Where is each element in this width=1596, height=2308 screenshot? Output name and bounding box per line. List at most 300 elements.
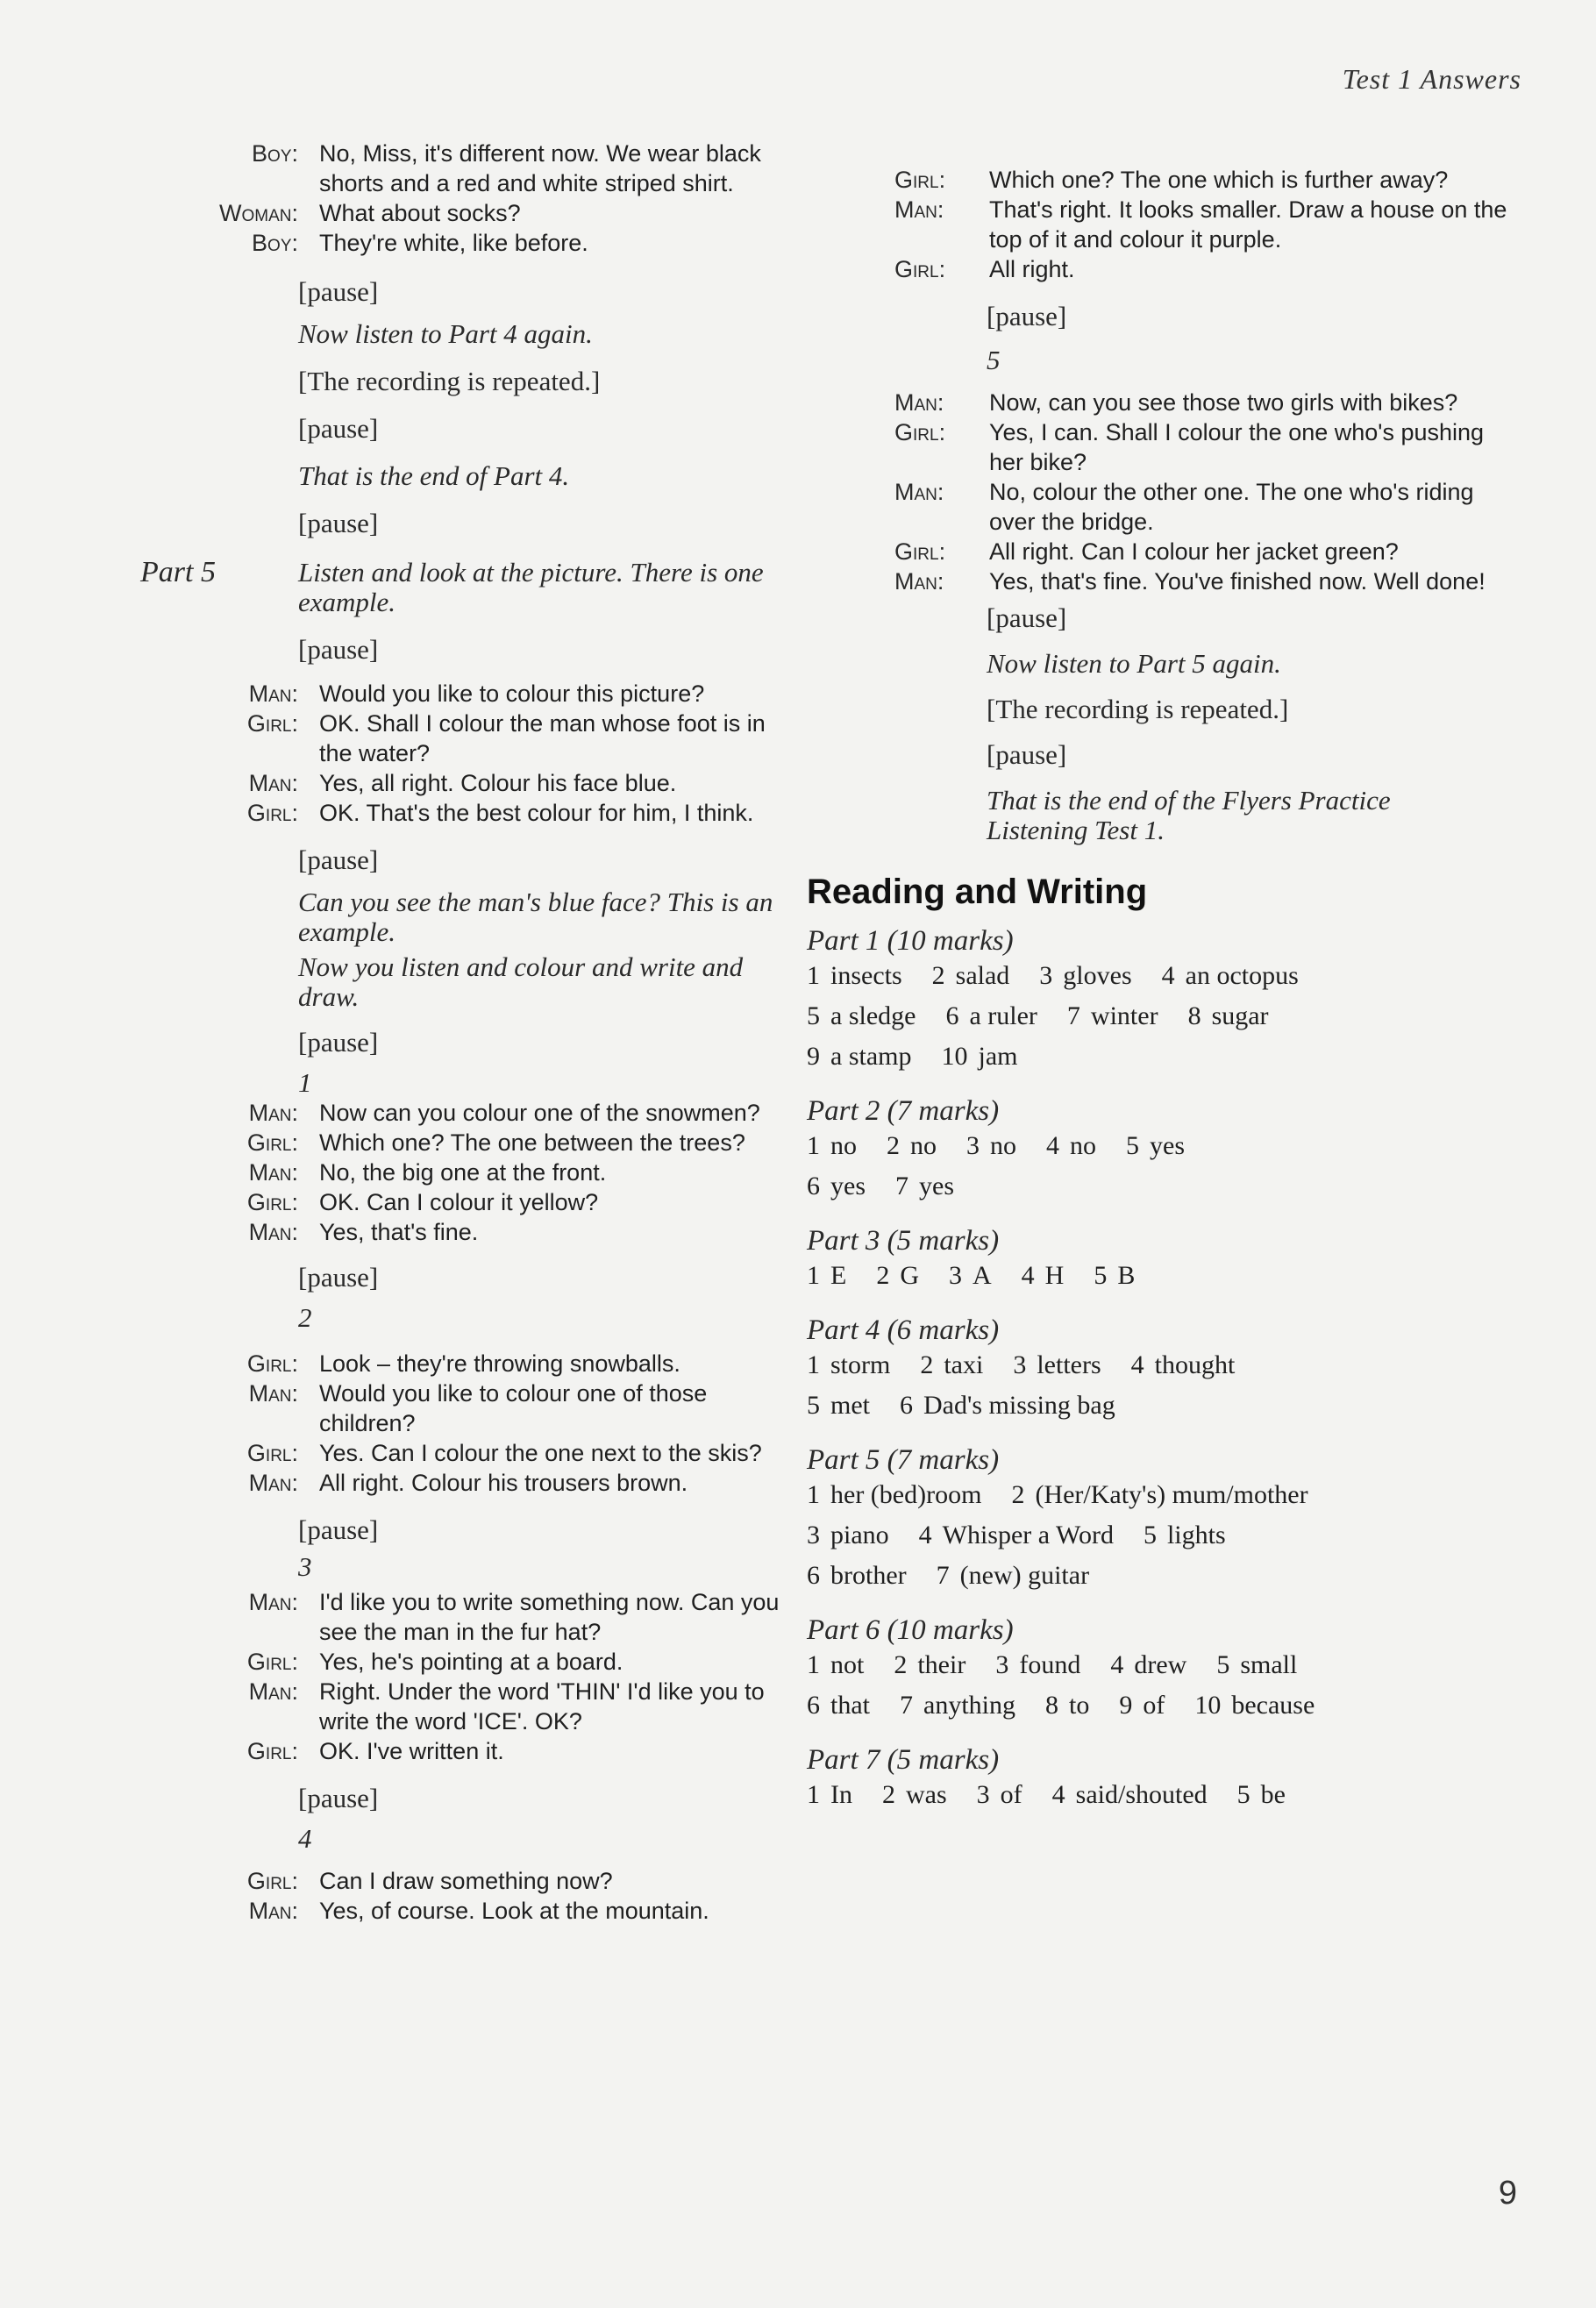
answer-item	[949, 1256, 992, 1296]
answer-number: 1	[807, 1261, 820, 1290]
answer-number: 2	[887, 1131, 900, 1160]
pause-cue: [pause]	[298, 276, 379, 307]
instruction-listen-again: Now listen to Part 4 again.	[298, 318, 593, 349]
speaker-label: Girl:	[246, 1129, 298, 1156]
spoken-text: That's right. It looks smaller. Draw a house on the top of it and colour it purple.	[989, 196, 1507, 253]
spoken-text: OK. Can I colour it yellow?	[319, 1189, 599, 1215]
answer-line	[807, 996, 1438, 1036]
answer-text: said/shouted	[1075, 1780, 1208, 1809]
answer-text: no	[990, 1131, 1016, 1160]
answer-text: piano	[830, 1521, 889, 1549]
answer-number: 7	[936, 1561, 950, 1590]
speaker-label: Man:	[894, 568, 944, 595]
answer-item	[1126, 1126, 1185, 1166]
answer-text: be	[1260, 1780, 1286, 1809]
spoken-text: Right. Under the word 'THIN' I'd like you to write the word 'ICE'. OK?	[319, 1678, 765, 1735]
dialog-line	[894, 388, 1508, 417]
dialog-line	[894, 566, 1508, 596]
speaker-label: Boy:	[252, 140, 298, 167]
answer-item	[807, 1166, 866, 1207]
dialog-line	[175, 709, 789, 768]
answer-number: 6	[807, 1561, 820, 1590]
spoken-text: Look – they're throwing snowballs.	[319, 1350, 680, 1377]
speaker-label: Man:	[248, 1219, 298, 1245]
answer-text: not	[830, 1650, 865, 1679]
answer-item	[807, 1775, 852, 1815]
dialog-line	[175, 1158, 789, 1187]
speaker-label: Girl:	[246, 800, 298, 826]
answer-line	[807, 956, 1438, 996]
answer-line	[807, 1345, 1438, 1386]
dialog-block	[894, 388, 1508, 596]
answer-text: In	[830, 1780, 852, 1809]
spoken-text: What about socks?	[319, 200, 521, 226]
answer-text: winter	[1090, 1001, 1158, 1030]
dialog-line	[175, 1378, 789, 1438]
answer-item	[807, 1386, 870, 1426]
answer-text: their	[917, 1650, 966, 1679]
answer-item	[937, 1556, 1089, 1596]
answer-text: G	[900, 1261, 919, 1290]
answer-item	[1094, 1256, 1135, 1296]
answer-number: 10	[1194, 1691, 1222, 1720]
answer-number: 9	[807, 1042, 820, 1071]
answer-text: insects	[830, 961, 902, 990]
section-heading: Reading and Writing	[807, 873, 1148, 911]
answer-item	[1162, 956, 1299, 996]
answer-item	[895, 1166, 954, 1207]
answer-item	[807, 996, 916, 1036]
speaker-label: Man:	[248, 1589, 298, 1615]
speaker-label: Man:	[894, 196, 944, 223]
answer-number: 6	[807, 1691, 820, 1720]
part-title: Part 2 (7 marks)	[807, 1095, 1000, 1127]
answer-line	[807, 1645, 1438, 1685]
spoken-text: Yes, of course. Look at the mountain.	[319, 1898, 709, 1924]
speaker-label: Boy:	[252, 230, 298, 256]
answer-text: met	[830, 1391, 870, 1420]
dialog-line	[175, 1217, 789, 1247]
answer-line	[807, 1556, 1438, 1596]
answer-text: yes	[830, 1172, 866, 1200]
dialog-line	[175, 1468, 789, 1498]
question-number: 4	[298, 1823, 312, 1854]
part-title: Part 7 (5 marks)	[807, 1744, 1000, 1776]
answer-number: 7	[900, 1691, 913, 1720]
spoken-text: Would you like to colour one of those children?	[319, 1380, 708, 1436]
answer-text: jam	[978, 1042, 1018, 1071]
answer-item	[900, 1685, 1015, 1726]
answer-text: an octopus	[1185, 961, 1299, 990]
answer-number: 3	[807, 1521, 820, 1549]
answer-number: 2	[894, 1650, 908, 1679]
answer-number: 5	[1236, 1780, 1250, 1809]
answer-number: 4	[1110, 1650, 1124, 1679]
answer-text: a ruler	[969, 1001, 1037, 1030]
part-title: Part 4 (6 marks)	[807, 1314, 1000, 1346]
speaker-label: Girl:	[246, 1738, 298, 1764]
answer-text: gloves	[1063, 961, 1132, 990]
answer-parts	[807, 926, 1438, 1815]
speaker-label: Girl:	[894, 538, 946, 565]
answer-number: 4	[1021, 1261, 1035, 1290]
spoken-text: Which one? The one between the trees?	[319, 1129, 745, 1156]
spoken-text: Would you like to colour this picture?	[319, 680, 705, 707]
pause-cue: [pause]	[987, 602, 1067, 633]
answer-number: 5	[1143, 1521, 1157, 1549]
spoken-text: Yes, I can. Shall I colour the one who's pushing her bike?	[989, 419, 1485, 475]
dialog-line	[175, 1349, 789, 1378]
answer-item	[1216, 1645, 1297, 1685]
answer-number: 1	[807, 1131, 820, 1160]
answer-item	[807, 1475, 981, 1515]
dialog-line	[175, 228, 789, 258]
part-title: Part 6 (10 marks)	[807, 1614, 1014, 1646]
end-of-test: That is the end of the Flyers Practice Listening Test 1.	[987, 785, 1391, 845]
answer-text: Dad's missing bag	[923, 1391, 1115, 1420]
answer-item	[919, 1515, 1114, 1556]
speaker-label: Girl:	[246, 1189, 298, 1215]
pause-cue: [pause]	[298, 634, 379, 665]
answer-text: thought	[1154, 1350, 1236, 1379]
pause-cue: [pause]	[987, 739, 1067, 770]
spoken-text: All right.	[989, 256, 1075, 282]
dialog-line	[175, 798, 789, 828]
answer-number: 3	[1039, 961, 1053, 990]
part-title: Part 1 (10 marks)	[807, 925, 1014, 957]
now-listen-text: Now you listen and colour and write and draw.	[298, 951, 744, 1012]
speaker-label: Man:	[248, 1100, 298, 1126]
dialog-line	[175, 1647, 789, 1677]
answer-text: to	[1069, 1691, 1090, 1720]
speaker-label: Girl:	[246, 1350, 298, 1377]
speaker-label: Girl:	[894, 167, 946, 193]
speaker-label: Man:	[248, 770, 298, 796]
answer-number: 5	[1094, 1261, 1108, 1290]
answer-text: (new) guitar	[959, 1561, 1090, 1590]
answer-text: H	[1044, 1261, 1065, 1290]
answer-item	[1131, 1345, 1236, 1386]
dialog-block	[175, 1098, 789, 1247]
answer-item	[995, 1645, 1080, 1685]
spoken-text: Yes, he's pointing at a board.	[319, 1649, 623, 1675]
speaker-label: Girl:	[894, 256, 946, 282]
answer-number: 5	[807, 1391, 820, 1420]
answer-item	[1144, 1515, 1226, 1556]
answer-text: small	[1240, 1650, 1298, 1679]
answer-line	[807, 1775, 1438, 1815]
running-header: Test 1 Answers	[1342, 63, 1521, 95]
answer-number: 1	[807, 1780, 820, 1809]
answer-text: salad	[955, 961, 1010, 990]
answer-item	[1013, 1345, 1101, 1386]
dialog-line	[175, 1128, 789, 1158]
spoken-text: They're white, like before.	[319, 230, 588, 256]
answer-text: Whisper a Word	[942, 1521, 1114, 1549]
answer-number: 6	[900, 1391, 913, 1420]
reading-writing-section	[807, 873, 1438, 1815]
answer-number: 4	[918, 1521, 932, 1549]
right-column	[807, 165, 1508, 1815]
dialog-line	[894, 165, 1508, 195]
answer-number: 6	[945, 1001, 959, 1030]
spoken-text: Yes, that's fine. You've finished now. Well done!	[989, 568, 1486, 595]
answer-item	[900, 1386, 1115, 1426]
page-number: 9	[1498, 2175, 1517, 2212]
answer-text: drew	[1134, 1650, 1187, 1679]
dialog-block	[894, 165, 1508, 284]
dialog-line	[894, 417, 1508, 477]
answer-item	[807, 1556, 907, 1596]
answer-number: 3	[949, 1261, 962, 1290]
part-title: Part 5 (7 marks)	[807, 1444, 1000, 1476]
answer-text: lights	[1166, 1521, 1226, 1549]
answer-number: 1	[807, 961, 820, 990]
left-column	[140, 139, 789, 1926]
question-number: 3	[298, 1551, 312, 1582]
dialog-line	[894, 254, 1508, 284]
answer-item	[882, 1775, 947, 1815]
answer-item	[920, 1345, 983, 1386]
dialog-line	[175, 1736, 789, 1766]
pause-cue: [pause]	[298, 413, 379, 444]
answer-item	[1119, 1685, 1165, 1726]
speaker-label: Girl:	[246, 710, 298, 737]
answer-item	[807, 1645, 864, 1685]
answer-item	[1067, 996, 1158, 1036]
pause-cue: [pause]	[298, 1027, 379, 1058]
dialog-block	[175, 679, 789, 828]
question-number: 5	[987, 345, 1001, 375]
answer-text: a stamp	[830, 1042, 912, 1071]
speaker-label: Girl:	[246, 1649, 298, 1675]
dialog-block	[175, 1587, 789, 1766]
answer-number: 3	[995, 1650, 1009, 1679]
spoken-text: OK. Shall I colour the man whose foot is in the water?	[319, 710, 766, 766]
answer-item	[1045, 1685, 1089, 1726]
answer-item	[807, 1515, 889, 1556]
answer-item	[966, 1126, 1016, 1166]
instruction-listen-again: Now listen to Part 5 again.	[987, 648, 1281, 679]
answer-text: that	[830, 1691, 870, 1720]
answer-number: 3	[1013, 1350, 1027, 1379]
answer-item	[1022, 1256, 1065, 1296]
answer-number: 1	[807, 1350, 820, 1379]
part-title: Part 3 (5 marks)	[807, 1225, 1000, 1257]
answer-number: 5	[1216, 1650, 1230, 1679]
answer-number: 4	[1161, 961, 1175, 990]
pause-cue: [pause]	[298, 508, 379, 538]
dialog-line	[175, 139, 789, 198]
answer-text: (Her/Katy's) mum/mother	[1035, 1480, 1308, 1509]
spoken-text: All right. Colour his trousers brown.	[319, 1470, 688, 1496]
speaker-label: Man:	[248, 1678, 298, 1705]
answer-item	[1188, 996, 1269, 1036]
spoken-text: Which one? The one which is further away?	[989, 167, 1449, 193]
answer-item	[894, 1645, 965, 1685]
answer-text: because	[1231, 1691, 1315, 1720]
recording-repeated: [The recording is repeated.]	[987, 694, 1289, 724]
answer-item	[807, 956, 902, 996]
speaker-label: Man:	[248, 1470, 298, 1496]
answer-number: 6	[807, 1172, 820, 1200]
answer-line	[807, 1685, 1438, 1726]
speaker-label: Woman:	[219, 200, 298, 226]
answer-text: no	[910, 1131, 937, 1160]
answer-text: taxi	[944, 1350, 984, 1379]
answer-text: her (bed)room	[830, 1480, 982, 1509]
answer-item	[807, 1256, 846, 1296]
dialog-line	[175, 1896, 789, 1926]
pause-cue: [pause]	[298, 1514, 379, 1545]
speaker-label: Man:	[894, 479, 944, 505]
answer-number: 4	[1130, 1350, 1144, 1379]
answer-line	[807, 1475, 1438, 1515]
answer-text: no	[1070, 1131, 1096, 1160]
answer-line	[807, 1126, 1438, 1166]
speaker-label: Man:	[248, 1159, 298, 1186]
spoken-text: I'd like you to write something now. Can you see the man in the fur hat?	[319, 1589, 780, 1645]
answer-number: 3	[976, 1780, 990, 1809]
answer-number: 2	[931, 961, 945, 990]
recording-repeated: [The recording is repeated.]	[298, 366, 601, 396]
speaker-label: Girl:	[246, 1440, 298, 1466]
spoken-text: All right. Can I colour her jacket green?	[989, 538, 1399, 565]
dialog-line	[894, 537, 1508, 566]
pause-cue: [pause]	[298, 1262, 379, 1293]
answer-number: 9	[1119, 1691, 1133, 1720]
answer-text: of	[1000, 1780, 1022, 1809]
answer-item	[977, 1775, 1022, 1815]
example-text: Can you see the man's blue face? This is an example.	[298, 887, 773, 947]
dialog-line	[175, 1587, 789, 1647]
answer-text: no	[830, 1131, 857, 1160]
dialog-block	[175, 139, 789, 258]
answer-text: a sledge	[830, 1001, 916, 1030]
answer-item	[1237, 1775, 1286, 1815]
spoken-text: No, the big one at the front.	[319, 1159, 607, 1186]
answer-text: found	[1019, 1650, 1081, 1679]
answer-item	[945, 996, 1037, 1036]
part-5-intro: Listen and look at the picture. There is one example.	[298, 557, 764, 617]
dialog-line	[175, 1866, 789, 1896]
answer-text: storm	[830, 1350, 891, 1379]
answer-number: 3	[966, 1131, 980, 1160]
spoken-text: Can I draw something now?	[319, 1868, 613, 1894]
spoken-text: Yes, that's fine.	[319, 1219, 479, 1245]
question-number: 2	[298, 1302, 312, 1333]
dialog-line	[175, 1438, 789, 1468]
dialog-line	[175, 1677, 789, 1736]
answer-number: 4	[1046, 1131, 1059, 1160]
spoken-text: Now, can you see those two girls with bikes?	[989, 389, 1458, 416]
answer-text: E	[830, 1261, 847, 1290]
answer-item	[887, 1126, 937, 1166]
dialog-line	[175, 679, 789, 709]
dialog-line	[894, 195, 1508, 254]
answer-text: anything	[923, 1691, 1015, 1720]
pause-cue: [pause]	[987, 301, 1067, 331]
answer-number: 2	[882, 1780, 895, 1809]
answer-number: 7	[1066, 1001, 1080, 1030]
answer-item	[1052, 1775, 1208, 1815]
answer-number: 2	[876, 1261, 890, 1290]
spoken-text: Now can you colour one of the snowmen?	[319, 1100, 760, 1126]
speaker-label: Girl:	[894, 419, 946, 445]
answer-number: 1	[807, 1650, 820, 1679]
answer-line	[807, 1036, 1438, 1077]
answer-number: 4	[1051, 1780, 1065, 1809]
question-number: 1	[298, 1067, 312, 1098]
answer-number: 5	[1126, 1131, 1139, 1160]
spoken-text: Yes, all right. Colour his face blue.	[319, 770, 677, 796]
answer-number: 8	[1187, 1001, 1201, 1030]
answer-text: of	[1143, 1691, 1165, 1720]
dialog-line	[175, 768, 789, 798]
answer-item	[932, 956, 1010, 996]
dialog-line	[175, 198, 789, 228]
answer-number: 8	[1045, 1691, 1058, 1720]
part-5-label: Part 5	[140, 556, 216, 588]
answer-number: 10	[941, 1042, 968, 1071]
answer-text: brother	[830, 1561, 907, 1590]
part-5-row	[140, 558, 789, 617]
answer-line	[807, 1256, 1438, 1296]
spoken-text: OK. I've written it.	[319, 1738, 504, 1764]
pause-cue: [pause]	[298, 1783, 379, 1813]
answer-text: sugar	[1211, 1001, 1269, 1030]
answer-line	[807, 1515, 1438, 1556]
speaker-label: Man:	[248, 1380, 298, 1407]
end-of-part-4: That is the end of Part 4.	[298, 460, 570, 491]
answer-line	[807, 1386, 1438, 1426]
answer-text: A	[973, 1261, 992, 1290]
dialog-block	[175, 1349, 789, 1498]
answer-item	[1039, 956, 1131, 996]
answer-number: 5	[807, 1001, 820, 1030]
answer-item	[807, 1685, 870, 1726]
spoken-text: OK. That's the best colour for him, I think.	[319, 800, 754, 826]
dialog-line	[894, 477, 1508, 537]
spoken-text: No, colour the other one. The one who's riding over the bridge.	[989, 479, 1474, 535]
pause-cue: [pause]	[298, 844, 379, 875]
answer-text: B	[1117, 1261, 1136, 1290]
answer-item	[807, 1036, 911, 1077]
answer-number: 7	[895, 1172, 908, 1200]
dialog-line	[175, 1187, 789, 1217]
answer-item	[1011, 1475, 1307, 1515]
speaker-label: Girl:	[246, 1868, 298, 1894]
answer-text: yes	[919, 1172, 954, 1200]
speaker-label: Man:	[248, 1898, 298, 1924]
answer-text: letters	[1037, 1350, 1101, 1379]
answer-number: 2	[920, 1350, 934, 1379]
spoken-text: Yes. Can I colour the one next to the skis?	[319, 1440, 762, 1466]
answer-item	[1046, 1126, 1096, 1166]
speaker-label: Man:	[894, 389, 944, 416]
answer-item	[1194, 1685, 1315, 1726]
answer-number: 2	[1011, 1480, 1025, 1509]
answer-item	[807, 1345, 890, 1386]
answer-line	[807, 1166, 1438, 1207]
answer-item	[1110, 1645, 1186, 1685]
answer-item	[807, 1126, 857, 1166]
answer-item	[941, 1036, 1017, 1077]
answer-text: yes	[1150, 1131, 1185, 1160]
dialog-block	[175, 1866, 789, 1926]
answer-number: 1	[807, 1480, 820, 1509]
speaker-label: Man:	[248, 680, 298, 707]
